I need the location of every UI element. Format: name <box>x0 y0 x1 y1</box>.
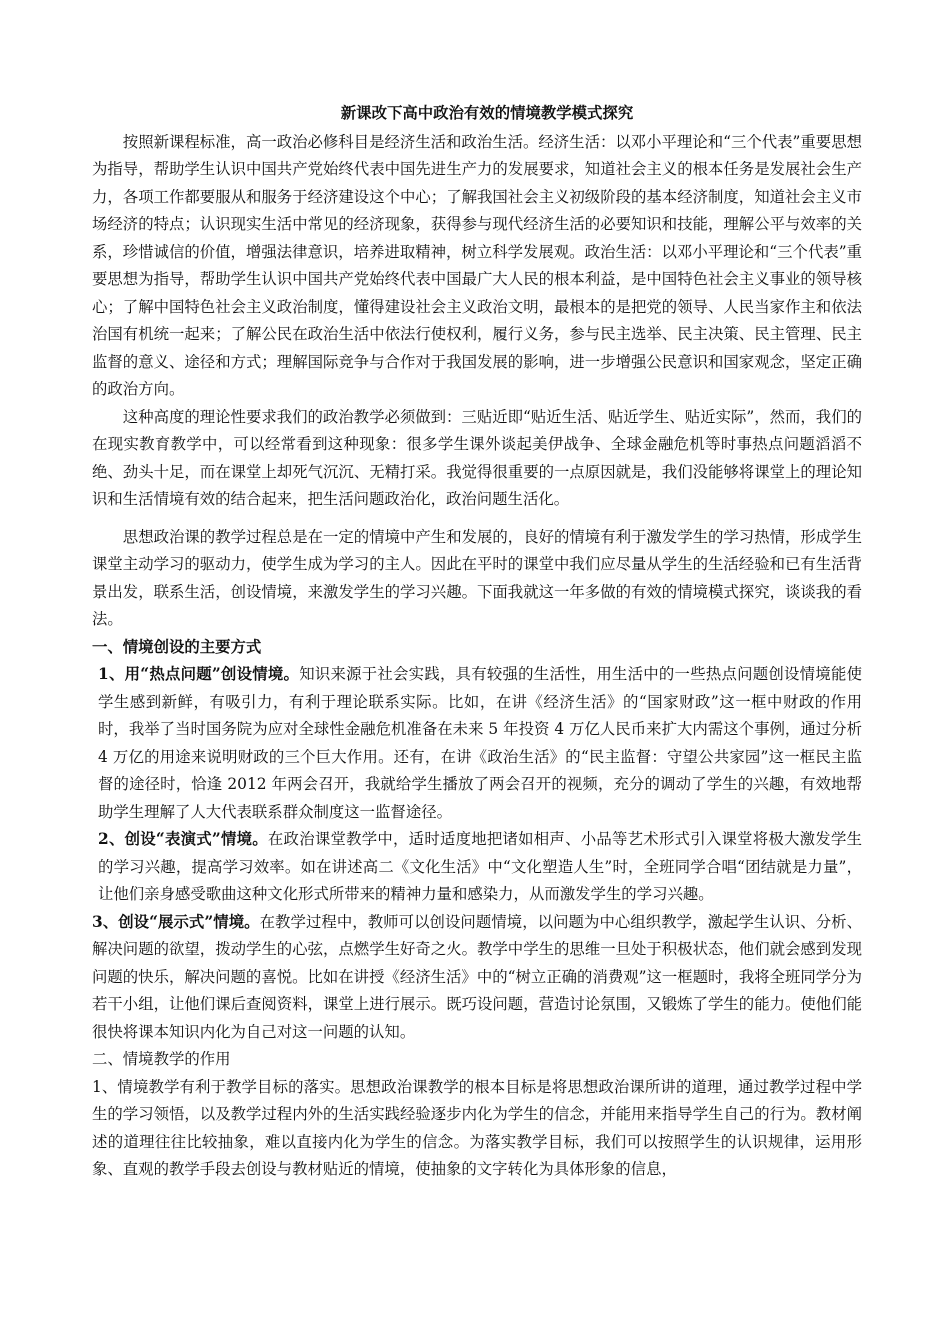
section-heading-1: 一、情境创设的主要方式 <box>92 637 262 656</box>
paragraph-goals: 1、情境教学有利于教学目标的落实。思想政治课教学的根本目标是将思想政治课所讲的道理，通过教学过程中学生的学习领悟，以及教学过程内外的生活实践经验逐步内化为学生的信念，并能用来指导学生自己的行为。教材阐述的道理往往比较抽象，难以直接内化为学生的信念。为落实教学目标，我们可以按照学生的认识规律，运用形象、直观的教学手段去创设与教材贴近的情境，使抽象的文字转化为具体形象的信息， <box>92 1077 862 1178</box>
paragraph-requirements: 这种高度的理论性要求我们的政治教学必须做到：三贴近即“贴近生活、贴近学生、贴近实际”，然而，我们的在现实教育教学中，可以经常看到这种现象：很多学生课外谈起美伊战争、全球金融危机等时事热点问题滔滔不绝、劲头十足，而在课堂上却死气沉沉、无精打采。我觉得很重要的一点原因就是，我们没能够将课堂上的理论知识和生活情境有效的结合起来，把生活问题政治化，政治问题生活化。 <box>92 407 862 508</box>
section-heading-2: 二、情境教学的作用 <box>92 1050 231 1068</box>
list-item-lead: 2、创设“表演式”情境。 <box>98 830 268 848</box>
list-item-display <box>92 909 862 1047</box>
page-title: 新课改下高中政治有效的情境教学模式探究 <box>340 104 634 122</box>
list-item-body: 在政治课堂教学中，适时适度地把诸如相声、小品等艺术形式引入课堂将极大激发学生的学习兴趣，提高学习效率。如在讲述高二《文化生活》中“文化塑造人生”时，全班同学合唱“团结就是力量”，让他们亲身感受歌曲这种文化形式所带来的精神力量和感染力，从而激发学生的学习兴趣。 <box>98 830 862 903</box>
paragraph-teaching-process: 思想政治课的教学过程总是在一定的情境中产生和发展的，良好的情境有利于激发学生的学习热情，形成学生课堂主动学习的驱动力，使学生成为学习的主人。因此在平时的课堂中我们应尽量从学生的生活经验和已有生活背景出发，联系生活，创设情境，来激发学生的学习兴趣。下面我就这一年多做的有效的情境模式探究，谈谈我的看法。 <box>92 527 862 628</box>
list-item-body: 在教学过程中，教师可以创设问题情境，以问题为中心组织教学，激起学生认识、分析、解决问题的欲望，拨动学生的心弦，点燃学生好奇之火。教学中学生的思维一旦处于积极状态，他们就会感到发现问题的快乐，解决问题的喜悦。比如在讲授《经济生活》中的“树立正确的消费观”这一框题时，我将全班同学分为若干小组，让他们课后查阅资料，课堂上进行展示。既巧设问题，营造讨论氛围，又锻炼了学生的能力。使他们能很快将课本知识内化为自己对这一问题的认知。 <box>92 912 862 1041</box>
list-item-body: 知识来源于社会实践，具有较强的生活性，用生活中的一些热点问题创设情境能使学生感到新鲜，有吸引力，有利于理论联系实际。比如，在讲《经济生活》的“国家财政”这一框中财政的作用时，我举了当时国务院为应对全球性金融危机准备在未来 5 年投资 4 万亿人民币来扩大内需这个事例，通过分析 4 万亿的用途来说明财政的三个巨大作用。还有，在讲《政治生活》的“民主监督：守望公共家园”这一框民主监督的途径时，恰逢 2012 年两会召开，我就给学生播放了两会召开的视频，充分的调动了学生的兴趣，有效地帮助学生理解了人大代表联系群众制度这一监督途径。 <box>98 665 862 821</box>
list-item-lead: 1、用“热点问题”创设情境。 <box>98 665 300 683</box>
paragraph-intro: 按照新课程标准，高一政治必修科目是经济生活和政治生活。经济生活：以邓小平理论和“三个代表”重要思想为指导，帮助学生认识中国共产党始终代表中国先进生产力的发展要求，知道社会主义的根本任务是发展社会生产力，各项工作都要服从和服务于经济建设这个中心；了解我国社会主义初级阶段的基本经济制度，知道社会主义市场经济的特点；认识现实生活中常见的经济现象，获得参与现代经济生活的必要知识和技能，理解公平与效率的关系，珍惜诚信的价值，增强法律意识，培养进取精神，树立科学发展观。政治生活：以邓小平理论和“三个代表”重要思想为指导，帮助学生认识中国共产党始终代表中国最广大人民的根本利益，是中国特色社会主义事业的领导核心；了解中国特色社会主义政治制度，懂得建设社会主义政治文明，最根本的是把党的领导、人民当家作主和依法治国有机统一起来；了解公民在政治生活中依法行使权利，履行义务，参与民主选举、民主决策、民主管理、民主监督的意义、途径和方式；理解国际竞争与合作对于我国发展的影响，进一步增强公民意识和国家观念，坚定正确的政治方向。 <box>92 132 862 398</box>
list-item-lead: 3、创设“展示式”情境。 <box>92 912 260 931</box>
list-item-performance <box>92 826 862 909</box>
list-item-hot-topics <box>92 661 862 826</box>
